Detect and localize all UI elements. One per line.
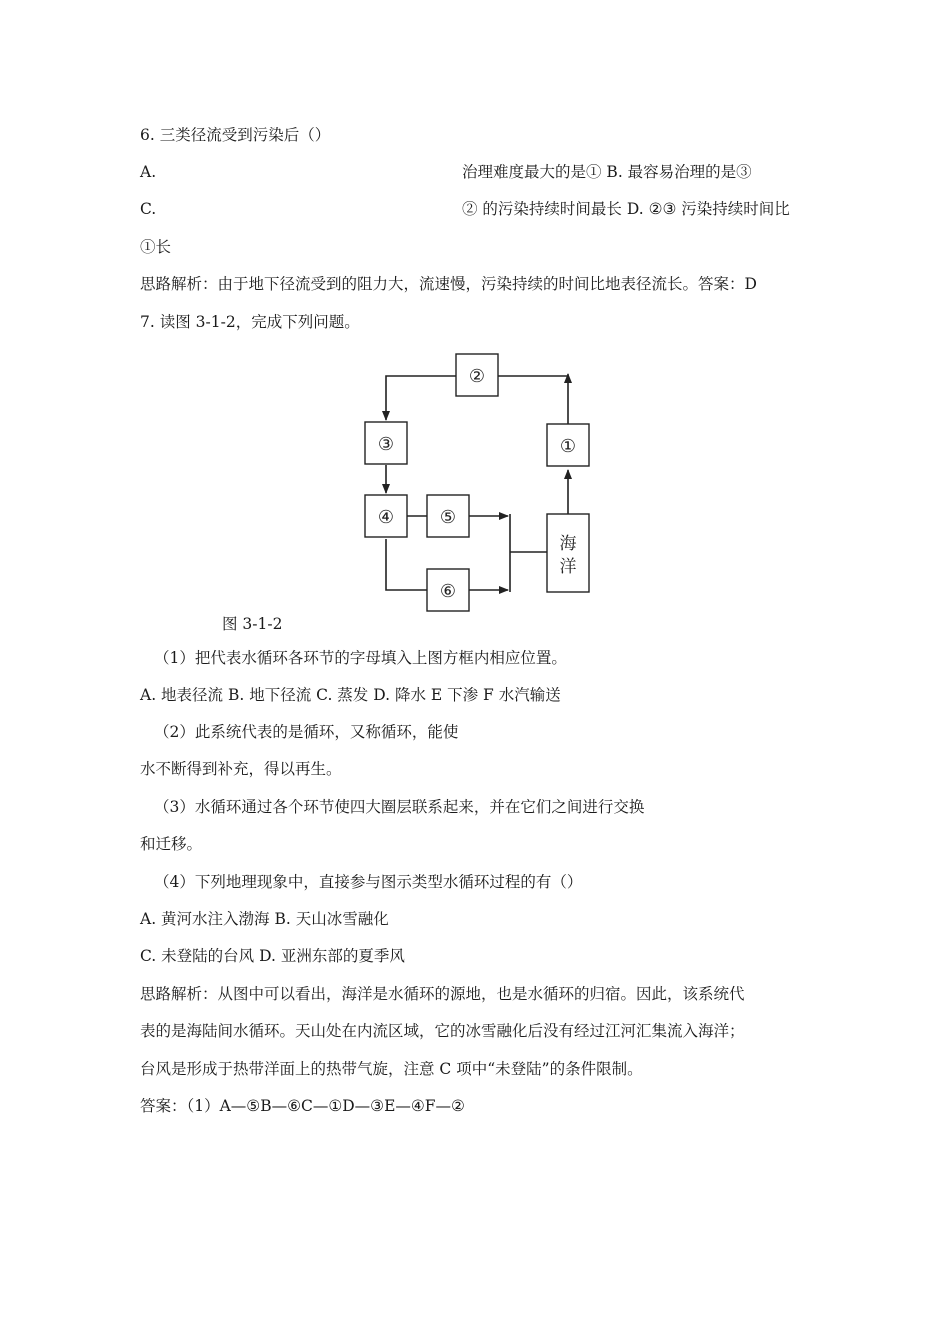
q7-sub2-line1: （2）此系统代表的是循环，又称循环，能使 (154, 723, 459, 741)
q7-options4-line2: C. 未登陆的台风 D. 亚洲东部的夏季风 (140, 947, 405, 965)
box-sea (547, 514, 589, 592)
q7-sub2-line2: 水不断得到补充，得以再生。 (140, 760, 342, 778)
diagram-arrows (386, 374, 568, 592)
q6-option-c-letter: C. (140, 200, 157, 218)
q7-options1: A. 地表径流 B. 地下径流 C. 蒸发 D. 降水 E 下渗 F 水汽输送 (140, 686, 561, 704)
q6-option-d-continued: ①长 (140, 238, 172, 256)
box-6 (427, 569, 469, 611)
q7-sub1: （1）把代表水循环各环节的字母填入上图方框内相应位置。 (154, 649, 567, 667)
q7-options4-line1: A. 黄河水注入渤海 B. 天山冰雪融化 (140, 910, 389, 928)
box-1 (547, 424, 589, 466)
q6-analysis: 思路解析：由于地下径流受到的阻力大，流速慢，污染持续的时间比地表径流长。答案：D (140, 275, 757, 293)
box-2-label: ② (468, 366, 486, 387)
q7-stem: 7. 读图 3-1-2，完成下列问题。 (140, 313, 360, 331)
q6-stem: 6. 三类径流受到污染后（） (140, 126, 331, 144)
q7-analysis-line3: 台风是形成于热带洋面上的热带气旋，注意 C 项中“未登陆”的条件限制。 (140, 1060, 643, 1078)
q6-option-a-b-text: 治理难度最大的是① B. 最容易治理的是③ (462, 163, 752, 181)
box-4 (365, 495, 407, 537)
sea-label-bottom: 洋 (559, 557, 577, 577)
box-5 (427, 495, 469, 537)
figure-caption: 图 3-1-2 (222, 615, 283, 633)
q7-analysis-line1: 思路解析：从图中可以看出，海洋是水循环的源地，也是水循环的归宿。因此，该系统代 (140, 985, 745, 1003)
box-1-label: ① (559, 436, 577, 457)
box-4-label: ④ (377, 507, 395, 528)
q7-sub3-line2: 和迁移。 (140, 835, 203, 853)
q7-analysis-line2: 表的是海陆间水循环。天山处在内流区域，它的冰雪融化后没有经过江河汇集流入海洋； (140, 1022, 745, 1040)
q6-option-c-d-text: ② 的污染持续时间最长 D. ②③ 污染持续时间比 (462, 200, 790, 218)
water-cycle-diagram (0, 0, 950, 640)
q7-answer: 答案：（1）A—⑤B—⑥C—①D—③E—④F—② (140, 1097, 465, 1115)
box-6-label: ⑥ (439, 581, 457, 602)
q7-sub4: （4）下列地理现象中，直接参与图示类型水循环过程的有（） (154, 873, 583, 891)
box-3 (365, 422, 407, 464)
arrow-box2-to-box3 (386, 376, 456, 420)
box-3-label: ③ (377, 434, 395, 455)
box-2 (456, 354, 498, 396)
sea-label-top: 海 (559, 534, 577, 554)
q7-sub3-line1: （3）水循环通过各个环节使四大圈层联系起来，并在它们之间进行交换 (154, 798, 645, 816)
q6-option-a-letter: A. (140, 163, 157, 181)
box-5-label: ⑤ (439, 507, 457, 528)
line-box4-to-box6 (386, 539, 427, 590)
